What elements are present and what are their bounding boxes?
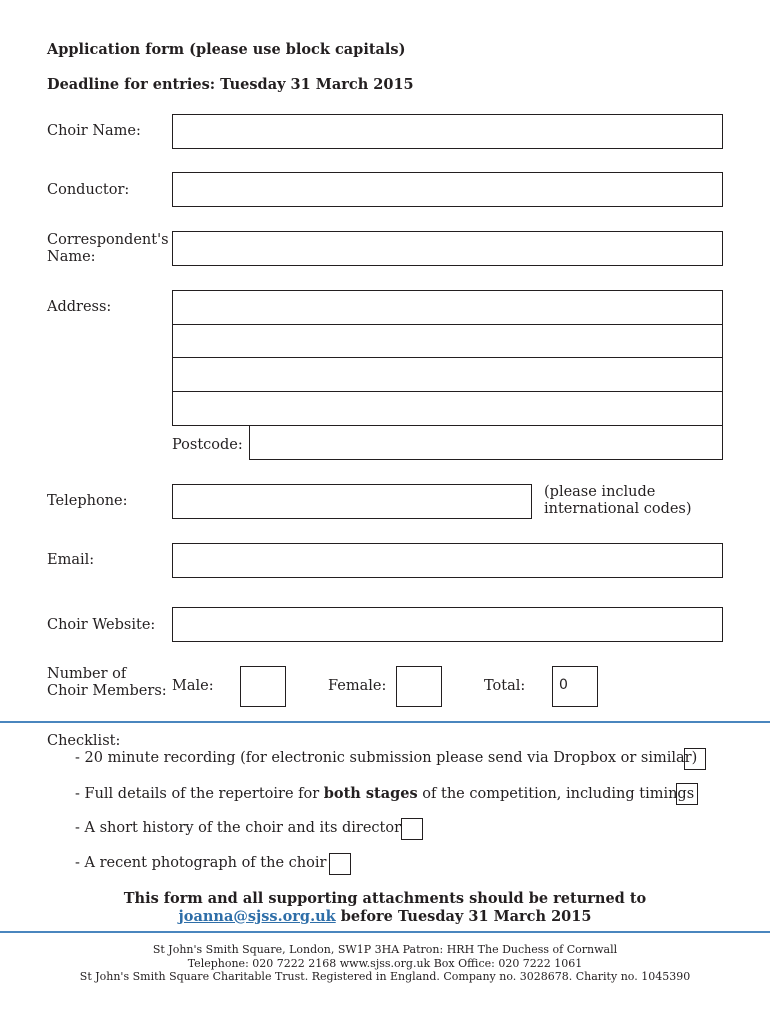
conductor-label: Conductor: bbox=[47, 182, 130, 198]
male-label: Male: bbox=[172, 678, 214, 694]
total-count-value: 0 bbox=[559, 677, 568, 693]
postcode-field[interactable] bbox=[249, 425, 723, 460]
checkbox-photograph[interactable] bbox=[329, 853, 351, 875]
deadline-text: Deadline for entries: Tuesday 31 March 2015 bbox=[47, 76, 414, 93]
checkbox-recording[interactable] bbox=[684, 748, 706, 770]
checklist-item-history: - A short history of the choir and its director bbox=[75, 820, 402, 836]
address-line-2-field[interactable] bbox=[172, 324, 723, 358]
form-title: Application form (please use block capitals) bbox=[47, 41, 406, 58]
members-label bbox=[47, 666, 167, 700]
address-line-1-field[interactable] bbox=[172, 290, 723, 325]
divider-top bbox=[0, 721, 770, 723]
repertoire-text-pre: - Full details of the repertoire for bbox=[75, 786, 324, 802]
checkbox-repertoire[interactable] bbox=[676, 783, 698, 805]
footer bbox=[0, 943, 770, 984]
footer-registration-line: St John's Smith Square Charitable Trust. Registered in England. Company no. 3028678. Charity no. 1045390 bbox=[79, 970, 691, 983]
repertoire-text-post: of the competition, including timings bbox=[417, 786, 695, 802]
correspondent-label-line1: Correspondent's bbox=[47, 232, 169, 248]
female-label: Female: bbox=[328, 678, 387, 694]
postcode-label: Postcode: bbox=[172, 437, 243, 453]
choir-name-field[interactable] bbox=[172, 114, 723, 149]
total-label: Total: bbox=[484, 678, 526, 694]
address-line-3-field[interactable] bbox=[172, 357, 723, 392]
address-line-4-field[interactable] bbox=[172, 391, 723, 426]
telephone-field[interactable] bbox=[172, 484, 532, 519]
return-note-line1: This form and all supporting attachments should be returned to bbox=[123, 890, 647, 907]
website-label: Choir Website: bbox=[47, 617, 156, 633]
correspondent-label bbox=[47, 232, 169, 266]
address-label: Address: bbox=[47, 299, 112, 315]
website-field[interactable] bbox=[172, 607, 723, 642]
footer-address-line: St John's Smith Square, London, SW1P 3HA Patron: HRH The Duchess of Cornwall bbox=[152, 943, 618, 956]
conductor-field[interactable] bbox=[172, 172, 723, 207]
telephone-note-line1: (please include bbox=[544, 484, 656, 500]
members-label-line1: Number of bbox=[47, 666, 127, 682]
checkbox-history[interactable] bbox=[401, 818, 423, 840]
return-note bbox=[0, 890, 770, 925]
telephone-note bbox=[544, 484, 692, 518]
return-note-line2 bbox=[0, 908, 770, 926]
divider-bottom bbox=[0, 931, 770, 933]
email-label: Email: bbox=[47, 552, 95, 568]
repertoire-text-bold: both stages bbox=[323, 785, 418, 802]
email-field[interactable] bbox=[172, 543, 723, 578]
members-label-line2: Choir Members: bbox=[47, 683, 167, 699]
choir-name-label: Choir Name: bbox=[47, 123, 141, 139]
checklist-item-repertoire bbox=[75, 785, 694, 802]
male-count-field[interactable] bbox=[240, 666, 286, 707]
footer-contact-line: Telephone: 020 7222 2168 www.sjss.org.uk Box Office: 020 7222 1061 bbox=[187, 956, 583, 970]
telephone-note-line2: international codes) bbox=[544, 501, 692, 517]
correspondent-label-line2: Name: bbox=[47, 249, 96, 265]
return-note-deadline: before Tuesday 31 March 2015 bbox=[335, 907, 592, 925]
checklist-item-recording: - 20 minute recording (for electronic submission please send via Dropbox or similar) bbox=[75, 750, 698, 766]
correspondent-name-field[interactable] bbox=[172, 231, 723, 266]
checklist-item-photograph: - A recent photograph of the choir bbox=[75, 855, 327, 871]
telephone-label: Telephone: bbox=[47, 493, 128, 509]
female-count-field[interactable] bbox=[396, 666, 442, 707]
return-email-link[interactable]: joanna@sjss.org.uk bbox=[178, 907, 336, 925]
total-count-field[interactable] bbox=[552, 666, 598, 707]
checklist-heading: Checklist: bbox=[47, 733, 121, 749]
